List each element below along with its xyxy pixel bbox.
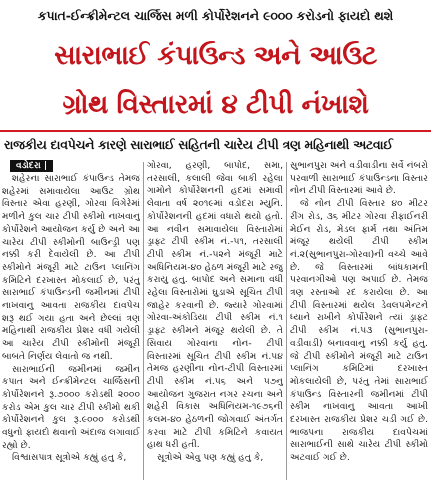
column-divider xyxy=(286,162,287,480)
subheadline: રાજકીય દાવપેચને કારણે સારાભાઈ સહિતની ચારેય ટીપી ત્રણ મહિનાથી અટવાઈ xyxy=(0,130,431,158)
column-divider xyxy=(143,162,144,480)
paragraph: જે નોન ટીપી વિસ્તાર ૪૦ મીટર રીંગ રોડ, ૩૬ મીટર ગોરવા રીફાઈનરી મેઈન રોડ, મેડલ ફાર્મ તથા અંતિમ મંજૂર થયેલી ટીપી સ્કીમ નં.૨(સુભાનપુરા-ગોરવા)ની વચ્ચે આવે છે. જે વિસ્તારમાં બાંધકામની પરવાનગીઓ પણ અપાઈ છે. તેમજ ત્રણ રસ્તાઓ રદ કરાયેલા છે. આ ટીપી વિસ્તારમાં થયેલ ડેવલપમેન્ટને ધ્યાને રાખીને કોર્પોરેશને ત્યાં ડ્રાફ્ટ ટીપી સ્કીમ નં.૫૩ (સુભાનપુરા-વડીવાડી) બનાવવાનુ નક્કી કર્યુ હતુ. જે ટીપી સ્કીમોને મંજૂરી માટે ટાઉન પ્લાનિંગ કમિટિમાં દરખાસ્ત મોકલાયેલી છે, પરંતુ તેમાં સારાભાઈ કંપાઉન્ડ વિસ્તારની જમીનમાં ટીપી સ્કીમ નાખવાનુ આવતા આખી દરખાસ્ત રાજકીય પ્રેશર ચડી ગઈ છે. ભાજપના રાજકીય દાવપેચમાં સારાભાઈની સાથે ચારેય ટીપી સ્કીમો અટવાઈ ગઈ છે. xyxy=(290,198,428,464)
paragraph: સુભાનપુરા અને વડીવાડીના સર્વે નંબરો પરવાળી સારાભાઈ કંપાઉન્ડના વિસ્તાર નોન ટીપી વિસ્તારમાં આવે છે. xyxy=(290,160,428,197)
paragraph: વિશ્વાસપાત્ર સૂત્રોએ કહ્યું હતુ કે, xyxy=(12,452,127,464)
paragraph: સૂત્રોએ એવુ પણ કહ્યું હતુ કે, xyxy=(157,452,264,464)
article-column-1 xyxy=(2,160,140,483)
paragraph: શહેરના સારાભાઈ કંપાઉન્ડ તેમજ શહેરમાં સમાવાયેલા આઉટ ગ્રોથ વિસ્તાર એવા હરણી, ગોરવા વિગેરેમાં મળીને કુલ ચાર ટીપી સ્કીમો નાખવાનુ કોર્પોરેશને આયોજન કર્યુ છે અને આ ચારેય ટીપી સ્કીમોની બાઉન્ડ્રી પણ નક્કી કરી દેવાયેલી છે. આ ટીપી સ્કીમોને મંજૂરી માટે ટાઉન પ્લાનિંગ કમિટિને દરખાસ્ત મોકલાઈ છે, પરંતુ સારાભાઈ કંપાઉન્ડની જમીનમાં ટીપી નાખવાનુ આવતા રાજકીય દાવપેચ શરૂ થઈ ગયા હતા અને છેલ્લાં ત્રણ મહિનાથી રાજકીય પ્રેશર વધી ગયેલી આ ચારેય ટીપી સ્કીમોની મંજૂરી બાબતે નિર્ણય લેવાતો જ નથી. xyxy=(2,173,140,362)
dateline: વડોદરા | xyxy=(10,160,53,172)
headline-line-2: ગ્રોથ વિસ્તારમાં ૪ ટીપી નંખાશે xyxy=(62,89,369,120)
kicker-line: કપાત-ઈન્ક્રીમેન્ટલ ચાર્જિસ મળી કોર્પોરેશનને ૯૦૦૦ કરોડનો ફાયદો થશે xyxy=(37,8,394,23)
paragraph: ગોરવા, હરણી, બાપોદ, સમા, તરસાલી, કલાલી જેવા બાકી રહેલા ગામોને કોર્પોરેશનની હદમાં સમાવી લેવાતા વર્ષ ૨૦૧૯માં વડોદરા મ્યુનિ. કોર્પોરેશનની હદમાં વધારો થયો હતો. આ નવીન સમાવાયેલા વિસ્તારોમાં ડ્રાફ્ટ ટીપી સ્કીમ નં.-૫૧, તરસાલી ટીપી સ્કીમ નં.-૫૨ને મંજૂરી માટે અધિનિયમ-૪૦ હેઠળ મંજૂરી માટે રજુ કરાયુ હતુ. બાપોદ અને સમાના વધી રહેલા વિસ્તારોમાં ઘુડાએ સૂચિત ટીપી જાહેર કરવાની છે. જ્યારે ગોરવામાં ગોરવા-અંકોડિયા ટીપી સ્કીમ નં.૧ ડ્રાફ્ટ સ્કીમને મંજૂર થયેલી છે. તે સિવાય ગોરવાના નોન- ટીપી વિસ્તારમાં સૂચિત ટીપી સ્કીમ નં.૫૪ તેમજ હરણીના નોન-ટીપી વિસ્તારમાં ટીપી સ્કીમ નં.૫૬ અને ૫૭નુ આયોજન ગુજરાત નગર રચના અને શહેરી વિકાસ અધિનિયમ-૧૯૭૬ની કલમ-૪૦ હેઠળની જોગવાઈ અંતર્ગત કરવા માટે ટીપી કમિટિને કવાયત હાથ ધરી હતી. xyxy=(147,160,283,451)
article-column-3 xyxy=(290,160,428,483)
headline-line-1: સારાભાઈ કંપાઉન્ડ અને આઉટ xyxy=(54,40,377,71)
paragraph: સારાભાઈની જમીનમાં જમીન કપાત અને ઈન્ક્રીમેન્ટલ ચાર્જિસની કોર્પોરેશનને રૂ.૭૦૦૦ કરોડથી ૨૦૦૦ કરોડ એમ કુલ ચાર ટીપી સ્કીમો થકી કોર્પોરેશનને કુલ રૂ.૯૦૦૦ કરોડથી વધુનો ફાયદો થવાનો અંદાજ લગાવાઈ રહ્યો છે. xyxy=(2,363,140,451)
article-column-2 xyxy=(147,160,283,483)
